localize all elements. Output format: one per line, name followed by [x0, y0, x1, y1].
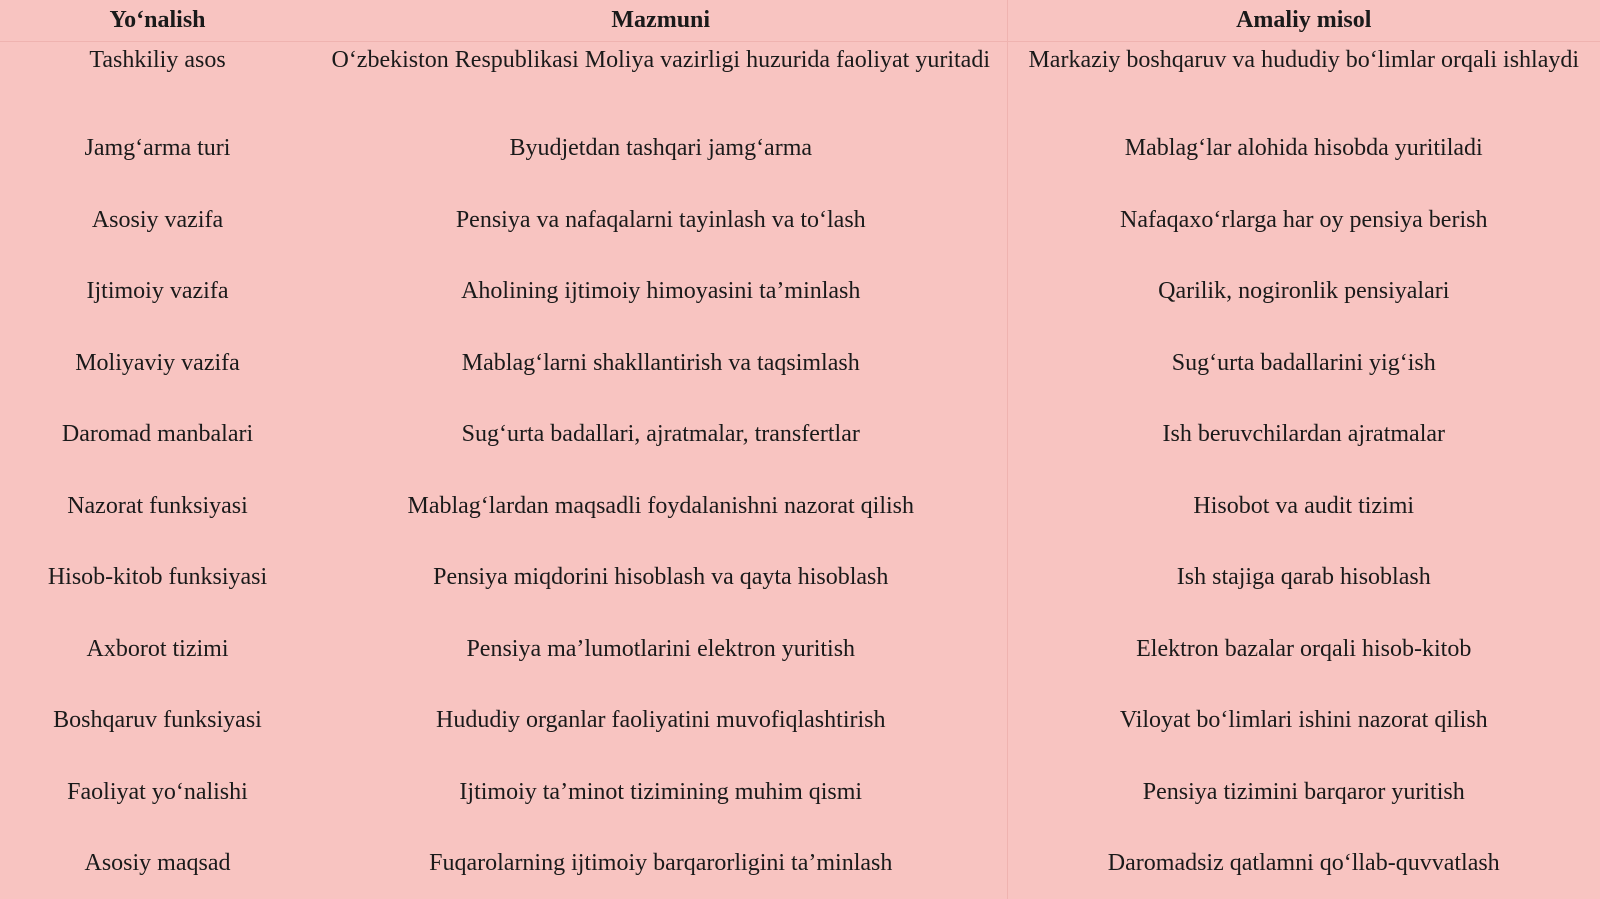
cell-content: Mablag‘lardan maqsadli foydalanishni nazorat qilish: [407, 492, 915, 519]
table-row: [0, 328, 1600, 400]
cell-content: Byudjetdan tashqari jamg‘arma: [509, 135, 813, 162]
cell-example: Qarilik, nogironlik pensiyalari: [1007, 256, 1600, 328]
cell-example: Viloyat bo‘limlari ishini nazorat qilish: [1007, 685, 1600, 757]
table-row: [0, 828, 1600, 899]
cell-content: Sug‘urta badallari, ajratmalar, transfertlar: [461, 421, 860, 448]
cell-content: Pensiya ma’lumotlarini elektron yuritish: [466, 635, 856, 662]
cell-example: Sug‘urta badallarini yig‘ish: [1007, 328, 1600, 400]
cell-content: Pensiya miqdorini hisoblash va qayta hisoblash: [433, 564, 889, 591]
cell-example: Ish beruvchilardan ajratmalar: [1007, 399, 1600, 471]
cell-direction: Axborot tizimi: [86, 635, 229, 662]
cell-example: Mablag‘lar alohida hisobda yuritiladi: [1007, 113, 1600, 185]
cell-example: Daromadsiz qatlamni qo‘llab-quvvatlash: [1007, 828, 1600, 899]
table-row: [0, 471, 1600, 543]
cell-example: Hisobot va audit tizimi: [1007, 471, 1600, 543]
cell-direction: Boshqaruv funksiyasi: [53, 707, 262, 734]
cell-content: O‘zbekiston Respublikasi Moliya vazirligi huzurida faoliyat yuritadi: [331, 47, 990, 73]
table-row: [0, 614, 1600, 686]
header-example: Amaliy misol: [1007, 0, 1600, 42]
table-row: [0, 185, 1600, 257]
cell-direction: Moliyaviy vazifa: [75, 349, 240, 376]
cell-direction: Nazorat funksiyasi: [67, 492, 248, 519]
cell-content: Hududiy organlar faoliyatini muvofiqlashtirish: [436, 707, 886, 734]
table-header: [0, 0, 1600, 42]
cell-direction: Faoliyat yo‘nalishi: [67, 778, 248, 805]
cell-content: Ijtimoiy ta’minot tizimining muhim qismi: [459, 778, 863, 805]
cell-direction: Daromad manbalari: [61, 421, 254, 448]
cell-example: Elektron bazalar orqali hisob-kitob: [1007, 614, 1600, 686]
cell-direction: Jamg‘arma turi: [84, 135, 231, 162]
table-row: [0, 399, 1600, 471]
header-content: Mazmuni: [315, 0, 1007, 42]
cell-content: Mablag‘larni shakllantirish va taqsimlash: [461, 349, 860, 376]
header-row: [0, 0, 1600, 42]
cell-example: Markaziy boshqaruv va hududiy bo‘limlar orqali ishlaydi: [1007, 42, 1600, 114]
header-direction: Yo‘nalish: [0, 0, 315, 42]
cell-example: Pensiya tizimini barqaror yuritish: [1007, 757, 1600, 829]
cell-direction: Tashkiliy asos: [89, 47, 226, 73]
cell-example: Nafaqaxo‘rlarga har oy pensiya berish: [1007, 185, 1600, 257]
cell-content: Fuqarolarning ijtimoiy barqarorligini ta’minlash: [429, 850, 893, 877]
table-row: [0, 256, 1600, 328]
table-row: [0, 685, 1600, 757]
cell-direction: Ijtimoiy vazifa: [86, 278, 229, 305]
table-body: [0, 42, 1600, 899]
table-row: [0, 42, 1600, 114]
cell-example: Ish stajiga qarab hisoblash: [1007, 542, 1600, 614]
cell-direction: Hisob-kitob funksiyasi: [47, 564, 268, 591]
table-row: [0, 542, 1600, 614]
table-row: [0, 113, 1600, 185]
cell-direction: Asosiy maqsad: [84, 850, 231, 877]
cell-direction: Asosiy vazifa: [91, 206, 224, 233]
cell-content: Pensiya va nafaqalarni tayinlash va to‘lash: [455, 206, 866, 233]
cell-content: Aholining ijtimoiy himoyasini ta’minlash: [461, 278, 861, 305]
table-row: [0, 757, 1600, 829]
